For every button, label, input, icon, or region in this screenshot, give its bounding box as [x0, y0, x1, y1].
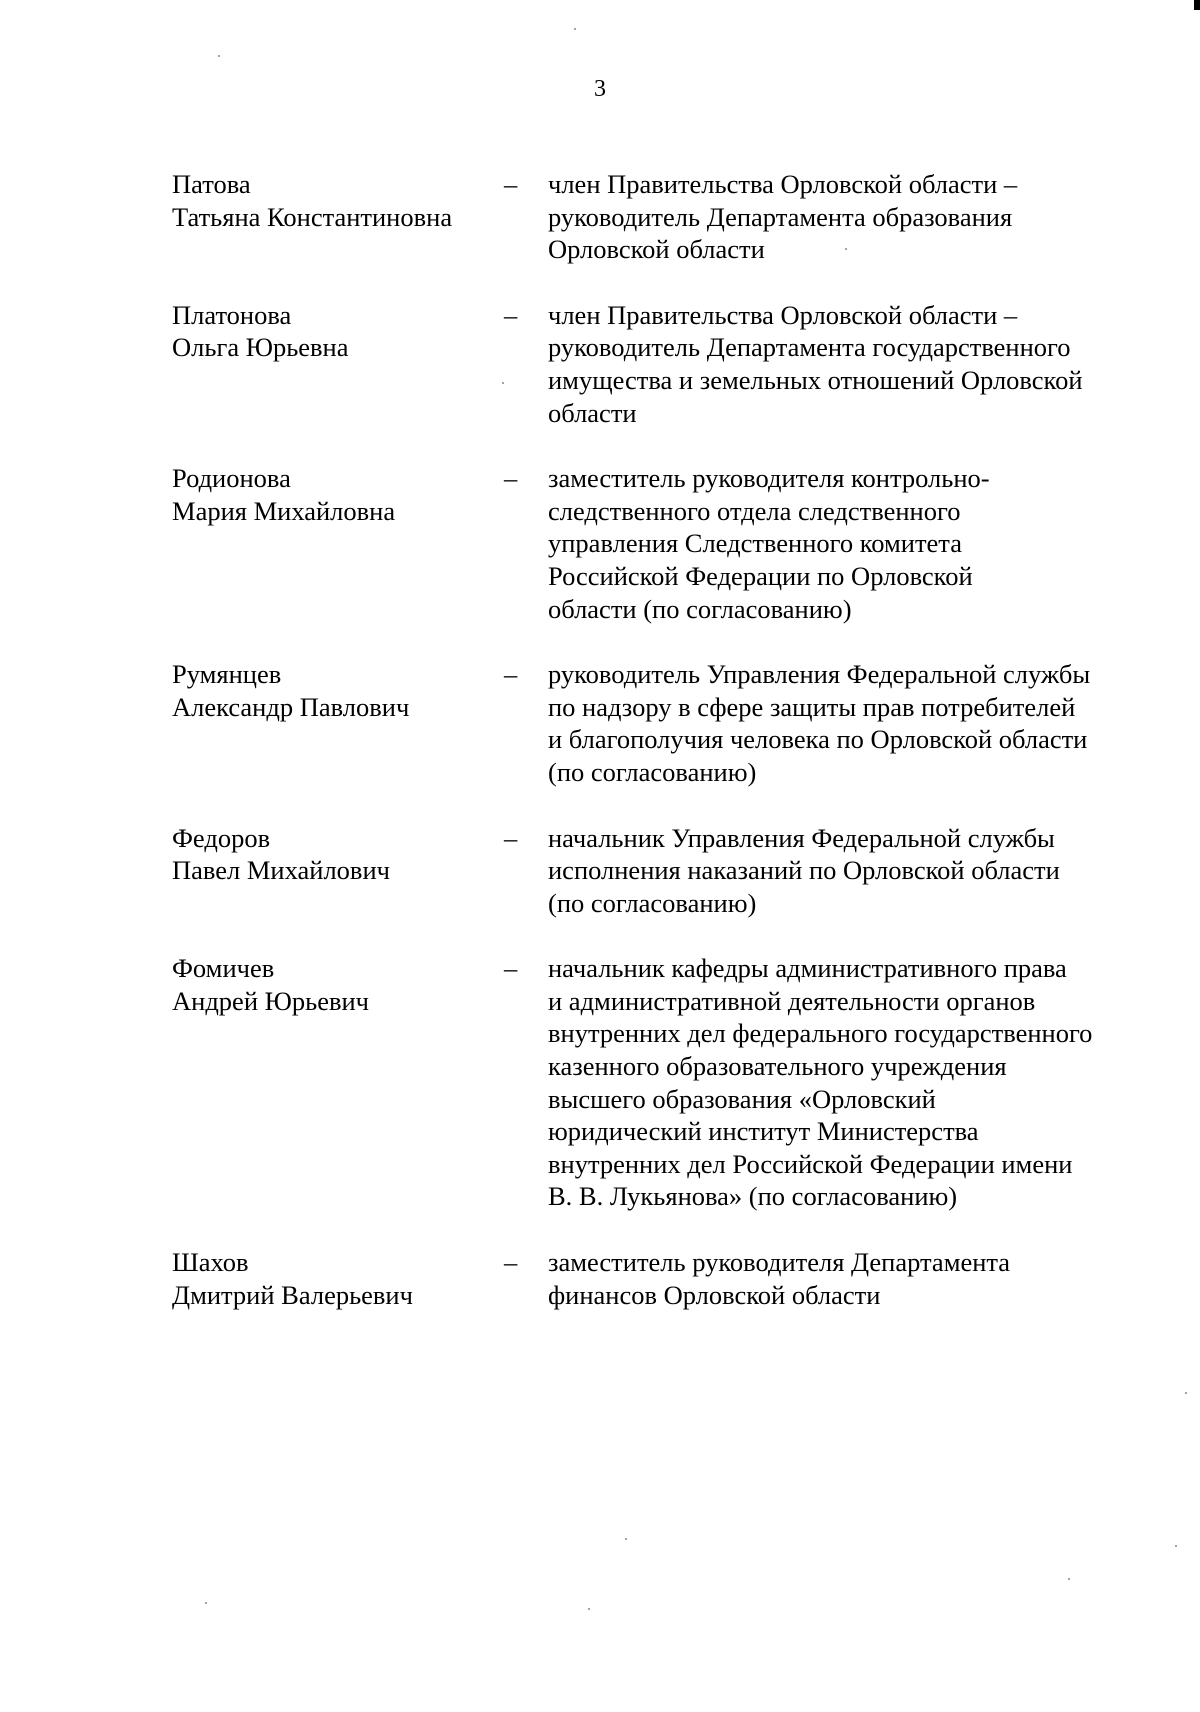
member-name: [172, 952, 502, 1017]
member-position-line: области: [548, 397, 637, 428]
member-position-line: В. В. Лукьянова» (по согласованию): [548, 1181, 958, 1212]
member-row: [172, 822, 1162, 920]
member-position-line: и благополучия человека по Орловской области: [548, 724, 1088, 755]
member-position-line: заместитель руководителя контрольно-: [548, 463, 990, 494]
member-name: [172, 299, 502, 364]
member-position-line: (по согласованию): [548, 887, 757, 918]
scan-speck: [588, 1608, 590, 1610]
member-position-line: внутренних дел федерального государственного: [548, 1018, 1093, 1049]
scan-corner-mark: [1194, 0, 1200, 10]
member-given-names: Павел Михайлович: [172, 855, 390, 886]
member-given-names: Татьяна Константиновна: [172, 201, 453, 232]
page-number: 3: [594, 76, 606, 102]
member-name: [172, 822, 502, 887]
member-position-line: имущества и земельных отношений Орловской: [548, 364, 1083, 395]
member-position-line: заместитель руководителя Департамента: [548, 1247, 1011, 1278]
member-surname: Патова: [172, 169, 251, 199]
member-position-line: внутренних дел Российской Федерации имени: [548, 1148, 1073, 1179]
scan-speck: [1068, 1578, 1070, 1580]
member-position-line: член Правительства Орловской области –: [548, 299, 1018, 330]
member-given-names: Ольга Юрьевна: [172, 332, 349, 363]
member-row: [172, 462, 1162, 625]
member-given-names: Александр Павлович: [172, 691, 410, 722]
member-surname: Шахов: [172, 1247, 249, 1278]
member-position-line: и административной деятельности органов: [548, 985, 1036, 1016]
members-list: [172, 168, 1162, 1344]
member-position-line: финансов Орловской области: [548, 1279, 881, 1310]
member-dash: –: [504, 463, 518, 494]
member-position: [548, 168, 1138, 266]
member-position-line: области (по согласованию): [548, 593, 852, 624]
member-surname: Платонова: [172, 299, 292, 330]
member-given-names: Дмитрий Валерьевич: [172, 1279, 413, 1310]
member-position-line: член Правительства Орловской области –: [548, 169, 1018, 199]
member-position-line: начальник Управления Федеральной службы: [548, 822, 1055, 853]
member-row: [172, 952, 1162, 1213]
member-position-line: высшего образования «Орловский: [548, 1083, 936, 1114]
scan-speck: [502, 382, 504, 384]
scan-speck: [574, 28, 576, 30]
member-dash: –: [504, 169, 518, 199]
member-position-line: руководитель Департамента государственного: [548, 332, 1071, 363]
member-given-names: Андрей Юрьевич: [172, 985, 369, 1016]
member-row: [172, 168, 1162, 266]
scan-speck: [845, 248, 847, 250]
member-position: [548, 952, 1138, 1213]
member-position-line: Орловской области: [548, 234, 765, 265]
member-row: [172, 658, 1162, 788]
scan-speck: [625, 1538, 627, 1540]
member-position-line: (по согласованию): [548, 756, 757, 787]
member-position: [548, 1246, 1138, 1311]
member-position-line: управления Следственного комитета: [548, 528, 962, 559]
member-given-names: Мария Михайловна: [172, 495, 396, 526]
member-position-line: руководитель Департамента образования: [548, 201, 1013, 232]
member-surname: Федоров: [172, 822, 271, 853]
member-position: [548, 299, 1138, 429]
member-dash: –: [504, 659, 518, 690]
member-dash: –: [504, 953, 518, 984]
member-position: [548, 658, 1138, 788]
member-position-line: руководитель Управления Федеральной службы: [548, 659, 1091, 690]
member-position-line: Российской Федерации по Орловской: [548, 560, 973, 591]
member-name: [172, 658, 502, 723]
member-name: [172, 168, 502, 233]
member-surname: Румянцев: [172, 659, 282, 690]
member-row: [172, 299, 1162, 429]
member-row: [172, 1246, 1162, 1311]
member-surname: Родионова: [172, 463, 291, 494]
member-dash: –: [504, 1247, 518, 1278]
member-position-line: юридический институт Министерства: [548, 1116, 979, 1147]
member-dash: –: [504, 299, 518, 330]
member-position-line: казенного образовательного учреждения: [548, 1051, 1007, 1082]
member-surname: Фомичев: [172, 953, 275, 984]
scan-speck: [205, 1602, 207, 1604]
member-position: [548, 462, 1138, 625]
scan-speck: [218, 55, 220, 57]
member-position-line: начальник кафедры административного права: [548, 953, 1067, 984]
member-name: [172, 462, 502, 527]
member-dash: –: [504, 822, 518, 853]
scan-speck: [1185, 1392, 1187, 1394]
scan-speck: [1175, 1545, 1177, 1547]
member-position-line: следственного отдела следственного: [548, 495, 961, 526]
member-position-line: исполнения наказаний по Орловской области: [548, 855, 1060, 886]
member-position-line: по надзору в сфере защиты прав потребителей: [548, 691, 1076, 722]
member-position: [548, 822, 1138, 920]
member-name: [172, 1246, 502, 1311]
